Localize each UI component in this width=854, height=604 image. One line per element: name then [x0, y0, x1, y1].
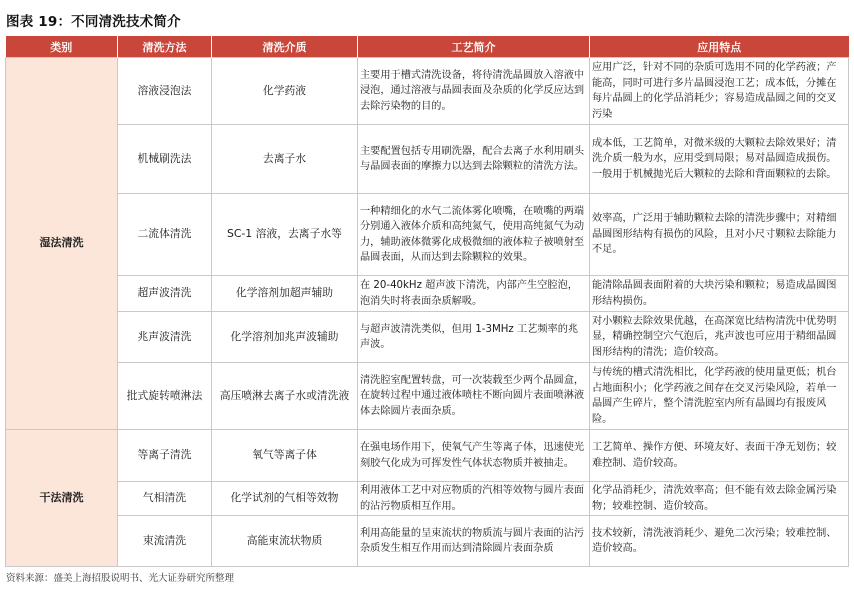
medium-cell: 高能束流状物质 [212, 516, 358, 567]
table-row [6, 430, 849, 482]
application-cell: 化学品消耗少，清洗效率高；但不能有效去除金属污染物；较难控制、造价较高。 [590, 482, 849, 516]
table-header-row [6, 36, 849, 58]
table-row [6, 516, 849, 567]
intro-cell: 与超声波清洗类似，但用 1-3MHz 工艺频率的兆声波。 [358, 312, 590, 363]
medium-cell: 氧气等离子体 [212, 430, 358, 482]
table-row [6, 312, 849, 363]
medium-cell: 化学溶剂加兆声波辅助 [212, 312, 358, 363]
header-category: 类别 [6, 36, 118, 58]
application-cell: 技术较新，清洗液消耗少、避免二次污染；较难控制、造价较高。 [590, 516, 849, 567]
header-application: 应用特点 [590, 36, 849, 58]
medium-cell: SC-1 溶液，去离子水等 [212, 194, 358, 276]
category-wet-cleaning: 湿法清洗 [6, 58, 118, 430]
header-method: 清洗方法 [118, 36, 212, 58]
intro-cell: 清洗腔室配置转盘，可一次装载至少两个晶圆盒，在旋转过程中通过液体喷柱不断向圆片表面喷淋液体去除圆片表面杂质。 [358, 363, 590, 430]
header-intro: 工艺简介 [358, 36, 590, 58]
source-note: 资料来源：盛美上海招股说明书、光大证券研究所整理 [6, 573, 235, 584]
intro-cell: 主要用于槽式清洗设备，将待清洗晶圆放入溶液中浸泡，通过溶液与晶圆表面及杂质的化学反应达到去除污染物的目的。 [358, 58, 590, 125]
method-cell: 束流清洗 [118, 516, 212, 567]
header-medium: 清洗介质 [212, 36, 358, 58]
medium-cell: 化学试剂的气相等效物 [212, 482, 358, 516]
intro-cell: 在 20-40kHz 超声波下清洗，内部产生空腔泡，泡消失时将表面杂质解吸。 [358, 276, 590, 312]
method-cell: 超声波清洗 [118, 276, 212, 312]
intro-cell: 一种精细化的水气二流体雾化喷嘴，在喷嘴的两端分别通入液体介质和高纯氮气，使用高纯氮气为动力，辅助液体微雾化成极微细的液体粒子被喷射至晶圆表面，从而达到去除颗粒的效果。 [358, 194, 590, 276]
intro-cell: 利用高能量的呈束流状的物质流与圆片表面的沾污杂质发生相互作用而达到清除圆片表面杂质 [358, 516, 590, 567]
method-cell: 等离子清洗 [118, 430, 212, 482]
table-row [6, 125, 849, 194]
intro-cell: 在强电场作用下，使氧气产生等离子体，迅速使光刻胶气化成为可挥发性气体状态物质并被抽走。 [358, 430, 590, 482]
table-row [6, 482, 849, 516]
cleaning-technology-table [5, 36, 849, 567]
medium-cell: 化学药液 [212, 58, 358, 125]
method-cell: 气相清洗 [118, 482, 212, 516]
medium-cell: 高压喷淋去离子水或清洗液 [212, 363, 358, 430]
method-cell: 兆声波清洗 [118, 312, 212, 363]
page-title: 图表 19：不同清洗技术简介 [6, 14, 181, 30]
table-row [6, 276, 849, 312]
intro-cell: 主要配置包括专用刷洗器，配合去离子水利用刷头与晶圆表面的摩擦力以达到去除颗粒的清洗方法。 [358, 125, 590, 194]
application-cell: 能清除晶圆表面附着的大块污染和颗粒；易造成晶圆图形结构损伤。 [590, 276, 849, 312]
table-row [6, 194, 849, 276]
medium-cell: 化学溶剂加超声辅助 [212, 276, 358, 312]
intro-cell: 利用液体工艺中对应物质的汽相等效物与圆片表面的沾污物质相互作用。 [358, 482, 590, 516]
method-cell: 二流体清洗 [118, 194, 212, 276]
medium-cell: 去离子水 [212, 125, 358, 194]
application-cell: 与传统的槽式清洗相比，化学药液的使用量更低；机台占地面积小；化学药液之间存在交叉污染风险，若单一晶圆产生碎片，整个清洗腔室内所有晶圆均有报废风险。 [590, 363, 849, 430]
application-cell: 对小颗粒去除效果优越，在高深宽比结构清洗中优势明显，精确控制空穴气泡后，兆声波也可应用于精细晶圆图形结构的清洗；造价较高。 [590, 312, 849, 363]
method-cell: 溶液浸泡法 [118, 58, 212, 125]
category-dry-cleaning: 干法清洗 [6, 430, 118, 567]
method-cell: 批式旋转喷淋法 [118, 363, 212, 430]
table-row [6, 58, 849, 125]
application-cell: 工艺简单、操作方便、环境友好、表面干净无划伤；较难控制、造价较高。 [590, 430, 849, 482]
table-row [6, 363, 849, 430]
application-cell: 效率高，广泛用于辅助颗粒去除的清洗步骤中；对精细晶圆图形结构有损伤的风险，且对小尺寸颗粒去除能力不足。 [590, 194, 849, 276]
application-cell: 成本低，工艺简单，对微米级的大颗粒去除效果好；清洗介质一般为水，应用受到局限；易对晶圆造成损伤。一般用于机械抛光后大颗粒的去除和背面颗粒的去除。 [590, 125, 849, 194]
application-cell: 应用广泛，针对不同的杂质可选用不同的化学药液；产能高，同时可进行多片晶圆浸泡工艺；成本低，分摊在每片晶圆上的化学品消耗少；容易造成晶圆之间的交叉污染 [590, 58, 849, 125]
method-cell: 机械刷洗法 [118, 125, 212, 194]
